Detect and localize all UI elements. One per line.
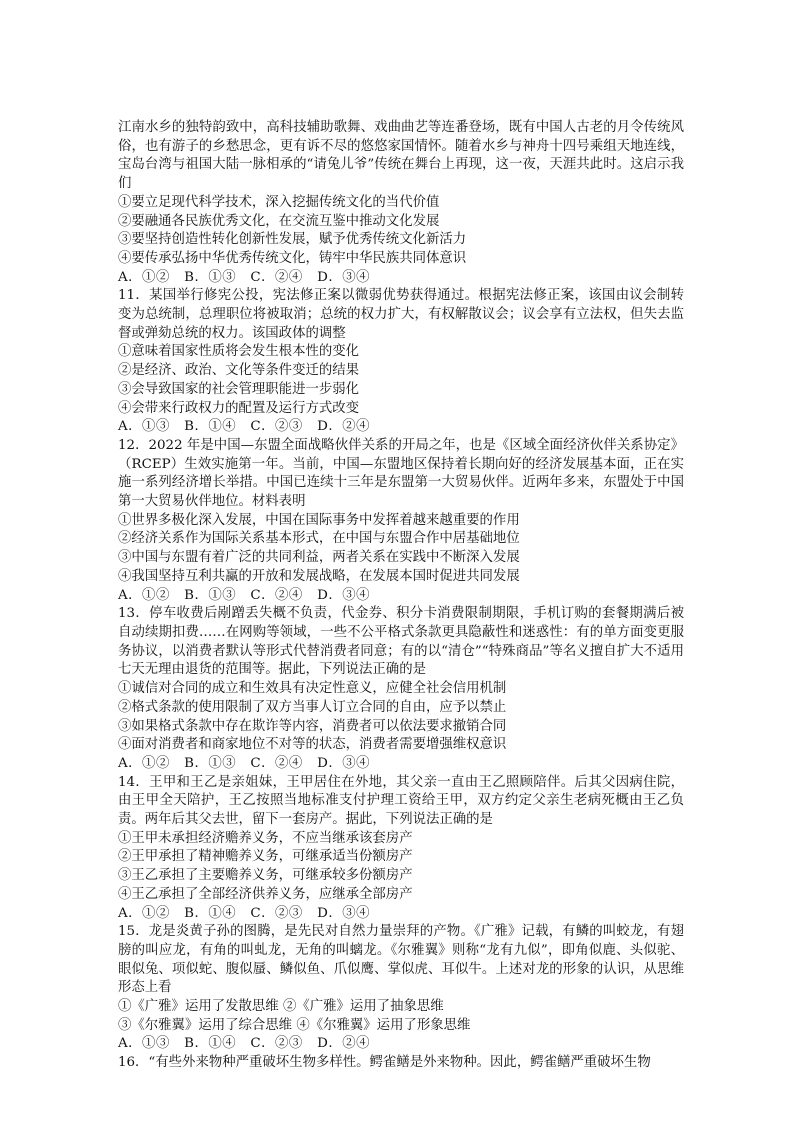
question-14-option-2: ②王甲承担了精神赡养义务，可继承适当份额房产 <box>118 849 413 865</box>
question-15-option-3-4: ③《尔雅翼》运用了综合思维 ④《尔雅翼》运用了形象思维 <box>118 1017 471 1033</box>
question-12-option-1: ①世界多极化深入发展，中国在国际事务中发挥着越来越重要的作用 <box>118 512 520 528</box>
question-13-option-1: ①诚信对合同的成立和生效具有决定性意义，应健全社会信用机制 <box>118 681 507 697</box>
question-12-option-4: ④我国坚持互利共赢的开放和发展战略，在发展本国时促进共同发展 <box>118 568 520 584</box>
question-12-stem: 12．2022 年是中国—东盟全面战略伙伴关系的开局之年，也是《区域全面经济伙伴关系协定》（RCEP）生效实施第一年。当前，中国—东盟地区保持着长期向好的经济发展基本面，正在实施一系列经济增长举措。中国已连续十三年是东盟第一大贸易伙伴。近两年多来，东盟处于中国第一大贸易伙伴地位。材料表明 <box>118 437 684 510</box>
question-14-choices: A．①② B．①④ C．②③ D．③④ <box>118 905 370 921</box>
question-12-choices: A．①② B．①③ C．②④ D．③④ <box>118 587 370 603</box>
question-14-option-3: ③王乙承担了主要赡养义务，可继承较多份额房产 <box>118 868 413 884</box>
question-10-option-4: ④要传承弘扬中华优秀传统文化，铸牢中华民族共同体意识 <box>118 250 467 266</box>
question-13-option-4: ④面对消费者和商家地位不对等的状态，消费者需要增强维权意识 <box>118 737 507 753</box>
question-15-choices: A．①③ B．①④ C．②③ D．②④ <box>118 1036 370 1052</box>
question-14-block <box>118 774 684 924</box>
question-15-option-1-2: ①《广雅》运用了发散思维 ②《广雅》运用了抽象思维 <box>118 999 444 1015</box>
question-16-stem: 16．“有些外来物种严重破坏生物多样性。鳄雀鳝是外来物种。因此，鳄雀鳝严重破坏生物 <box>118 1055 651 1071</box>
question-12-option-3: ③中国与东盟有着广泛的共同利益，两者关系在实践中不断深入发展 <box>118 550 520 566</box>
exam-page <box>118 119 684 1073</box>
question-11-option-2: ②是经济、政治、文化等条件变迁的结果 <box>118 363 360 379</box>
question-11-option-3: ③会导致国家的社会管理职能进一步弱化 <box>118 381 360 397</box>
question-13-stem: 13．停车收费后剐蹭丢失概不负责，代金券、积分卡消费限制期限，手机订购的套餐期满后被自动续期扣费……在网购等领域，一些不公平格式条款更具隐蔽性和迷惑性：有的单方面变更服务协议，以消费者默认等形式代替消费者同意；有的以“清仓”“特殊商品”等名义擅自扩大不适用七天无理由退货的范围等。据此，下列说法正确的是 <box>118 606 684 678</box>
question-10-stem: 江南水乡的独特韵致中，高科技辅助歌舞、戏曲曲艺等连番登场，既有中国人古老的月令传统风俗，也有游子的乡愁思念，更有诉不尽的悠悠家国情怀。随着水乡与神舟十四号乘组天地连线，宝岛台湾与祖国大陆一脉相承的“请兔儿爷”传统在舞台上再现，这一夜，天涯共此时。这启示我们 <box>118 120 684 192</box>
question-14-stem: 14．王甲和王乙是亲姐妹，王甲居住在外地，其父亲一直由王乙照顾陪伴。后其父因病住院，由王甲全天陪护，王乙按照当地标准支付护理工资给王甲，双方约定父亲生老病死概由王乙负责。两年后其父去世，留下一套房产。据此，下列说法正确的是 <box>118 774 684 828</box>
question-10-option-2: ②要融通各民族优秀文化，在交流互鉴中推动文化发展 <box>118 213 440 229</box>
question-16-block <box>118 1054 684 1073</box>
question-14-option-1: ①王甲未承担经济赡养义务，不应当继承该套房产 <box>118 830 413 846</box>
question-13-option-3: ③如果格式条款中存在欺诈等内容，消费者可以依法要求撤销合同 <box>118 718 507 734</box>
question-12-block <box>118 437 684 605</box>
question-13-option-2: ②格式条款的使用限制了双方当事人订立合同的自由，应予以禁止 <box>118 699 507 715</box>
question-12-option-2: ②经济关系作为国际关系基本形式，在中国与东盟合作中居基础地位 <box>118 531 520 547</box>
question-15-stem: 15．龙是炎黄子孙的图腾，是先民对自然力量崇拜的产物。《广雅》记载，有鳞的叫蛟龙，有翅膀的叫应龙，有角的叫虬龙，无角的叫螭龙。《尔雅翼》则称“龙有九似”，即角似鹿、头似驼、眼似兔、项似蛇、腹似蜃、鳞似鱼、爪似鹰、掌似虎、耳似牛。上述对龙的形象的认识，从思维形态上看 <box>118 924 684 996</box>
question-11-choices: A．①③ B．①④ C．②③ D．②④ <box>118 419 370 435</box>
question-10-option-3: ③要坚持创造性转化创新性发展，赋予优秀传统文化新活力 <box>118 232 467 248</box>
question-11-block <box>118 287 684 437</box>
question-11-option-4: ④会带来行政权力的配置及运行方式改变 <box>118 400 360 416</box>
question-11-option-1: ①意味着国家性质将会发生根本性的变化 <box>118 344 360 360</box>
question-10-block <box>118 119 684 287</box>
question-10-option-1: ①要立足现代科学技术，深入挖掘传统文化的当代价值 <box>118 194 440 210</box>
question-13-block <box>118 605 684 773</box>
question-10-choices: A．①② B．①③ C．②④ D．③④ <box>118 269 370 285</box>
question-11-stem: 11．某国举行修宪公投，宪法修正案以微弱优势获得通过。根据宪法修正案，该国由议会制转变为总统制，总理职位将被取消；总统的权力扩大，有权解散议会；议会享有立法权，但失去监督或弹劾总统的权力。该国政体的调整 <box>118 288 684 341</box>
question-13-choices: A．①② B．①③ C．②④ D．③④ <box>118 755 370 771</box>
question-15-block <box>118 923 684 1054</box>
question-14-option-4: ④王乙承担了全部经济供养义务，应继承全部房产 <box>118 886 413 902</box>
